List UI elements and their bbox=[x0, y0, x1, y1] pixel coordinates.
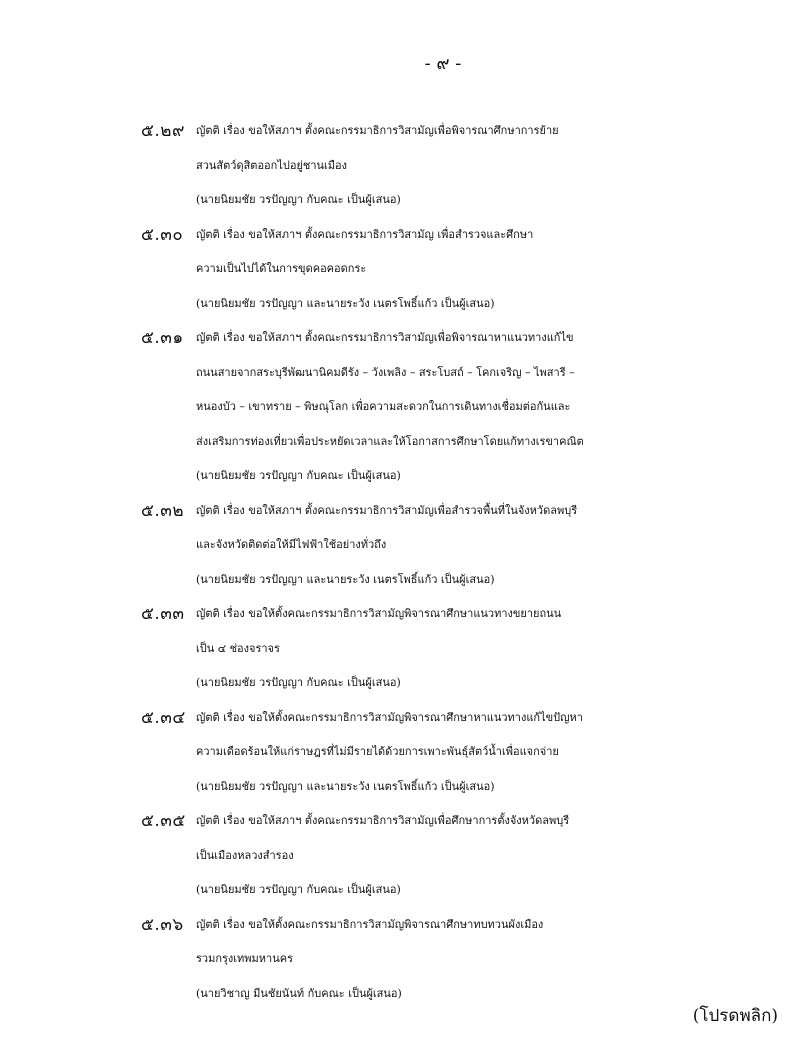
agenda-item bbox=[0, 218, 800, 322]
item-text-line: ญัตติ เรื่อง ขอให้สภาฯ ตั้งคณะกรรมาธิการวิสามัญ เพื่อสำรวจและศึกษา bbox=[196, 227, 534, 241]
item-proposer: (นายนิยมชัย วรปัญญา กับคณะ เป็นผู้เสนอ) bbox=[196, 883, 401, 896]
item-number: ๕.๓๐ bbox=[141, 224, 184, 245]
agenda-item bbox=[0, 804, 800, 908]
item-text-line: ส่งเสริมการท่องเที่ยวเพื่อประหยัดเวลาและให้โอกาสการศึกษาโดยแก้ทางเรขาคณิต bbox=[196, 434, 584, 448]
agenda-item bbox=[0, 908, 800, 1012]
item-text-line: ญัตติ เรื่อง ขอให้ตั้งคณะกรรมาธิการวิสามัญพิจารณาศึกษาหาแนวทางแก้ไขปัญหา bbox=[196, 710, 583, 724]
item-proposer: (นายนิยมชัย วรปัญญา กับคณะ เป็นผู้เสนอ) bbox=[196, 193, 401, 206]
item-text-line: ญัตติ เรื่อง ขอให้สภาฯ ตั้งคณะกรรมาธิการวิสามัญเพื่อพิจารณาหาแนวทางแก้ไข bbox=[196, 331, 574, 344]
agenda-item bbox=[0, 597, 800, 701]
item-number: ๕.๓๕ bbox=[141, 811, 186, 831]
item-text-line: ญัตติ เรื่อง ขอให้สภาฯ ตั้งคณะกรรมาธิการวิสามัญเพื่อศึกษาการตั้งจังหวัดลพบุรี bbox=[196, 814, 570, 827]
item-text-line: ญัตติ เรื่อง ขอให้สภาฯ ตั้งคณะกรรมาธิการวิสามัญเพื่อพิจารณาศึกษาการย้าย bbox=[196, 124, 559, 137]
item-text-line: เป็นเมืองหลวงสำรอง bbox=[196, 848, 294, 862]
item-text-line: หนองบัว – เขาทราย – พิษณุโลก เพื่อความสะดวกในการเดินทางเชื่อมต่อกันและ bbox=[196, 400, 571, 413]
item-number: ๕.๓๖ bbox=[141, 914, 184, 935]
item-text-line: และจังหวัดติดต่อให้มีไฟฟ้าใช้อย่างทั่วถึง bbox=[196, 538, 387, 551]
item-text-line: เป็น ๔ ช่องจราจร bbox=[196, 641, 280, 655]
agenda-item bbox=[0, 494, 800, 598]
agenda-item bbox=[0, 701, 800, 805]
agenda-item bbox=[0, 114, 800, 218]
item-text-line: ญัตติ เรื่อง ขอให้ตั้งคณะกรรมาธิการวิสามัญพิจารณาศึกษาทบทวนผังเมือง bbox=[196, 917, 544, 931]
item-text-line: ความเป็นไปได้ในการขุดคอคอดกระ bbox=[196, 262, 367, 275]
item-proposer: (นายนิยมชัย วรปัญญา และนายระวัง เนตรโพธิ์แก้ว เป็นผู้เสนอ) bbox=[196, 296, 495, 310]
item-text-line: ญัตติ เรื่อง ขอให้ตั้งคณะกรรมาธิการวิสามัญพิจารณาศึกษาแนวทางขยายถนน bbox=[196, 607, 562, 620]
item-number: ๕.๓๒ bbox=[141, 500, 185, 521]
item-proposer: (นายนิยมชัย วรปัญญา และนายระวัง เนตรโพธิ์แก้ว เป็นผู้เสนอ) bbox=[196, 779, 495, 793]
page-number: - ๙ - bbox=[424, 53, 462, 74]
item-number: ๕.๒๙ bbox=[141, 121, 185, 141]
item-number: ๕.๓๑ bbox=[141, 328, 184, 348]
item-text-line: รวมกรุงเทพมหานคร bbox=[196, 952, 294, 965]
agenda-item bbox=[0, 321, 800, 494]
item-number: ๕.๓๔ bbox=[141, 707, 186, 728]
item-text-line: ความเดือดร้อนให้แก่ราษฎรที่ไม่มีรายได้ด้วยการเพาะพันธุ์สัตว์น้ำเพื่อแจกจ่าย bbox=[196, 745, 559, 758]
agenda-list bbox=[0, 114, 800, 1011]
please-turn-over-note: (โปรดพลิก) bbox=[692, 1006, 778, 1026]
item-text-line: สวนสัตว์ดุสิตออกไปอยู่ชานเมือง bbox=[196, 158, 348, 172]
item-text-line: ญัตติ เรื่อง ขอให้สภาฯ ตั้งคณะกรรมาธิการวิสามัญเพื่อสำรวจพื้นที่ในจังหวัดลพบุรี bbox=[196, 503, 578, 517]
item-proposer: (นายวิชาญ มีนชัยนันท์ กับคณะ เป็นผู้เสนอ) bbox=[196, 986, 402, 1000]
item-proposer: (นายนิยมชัย วรปัญญา และนายระวัง เนตรโพธิ์แก้ว เป็นผู้เสนอ) bbox=[196, 572, 495, 586]
item-proposer: (นายนิยมชัย วรปัญญา กับคณะ เป็นผู้เสนอ) bbox=[196, 469, 401, 482]
item-number: ๕.๓๓ bbox=[141, 604, 185, 624]
item-text-line: ถนนสายจากสระบุรีพัฒนานิคมดีรัง – วังเพลิง – สระโบสถ์ – โคกเจริญ – ไพสารี – bbox=[196, 365, 575, 379]
item-proposer: (นายนิยมชัย วรปัญญา กับคณะ เป็นผู้เสนอ) bbox=[196, 676, 401, 689]
